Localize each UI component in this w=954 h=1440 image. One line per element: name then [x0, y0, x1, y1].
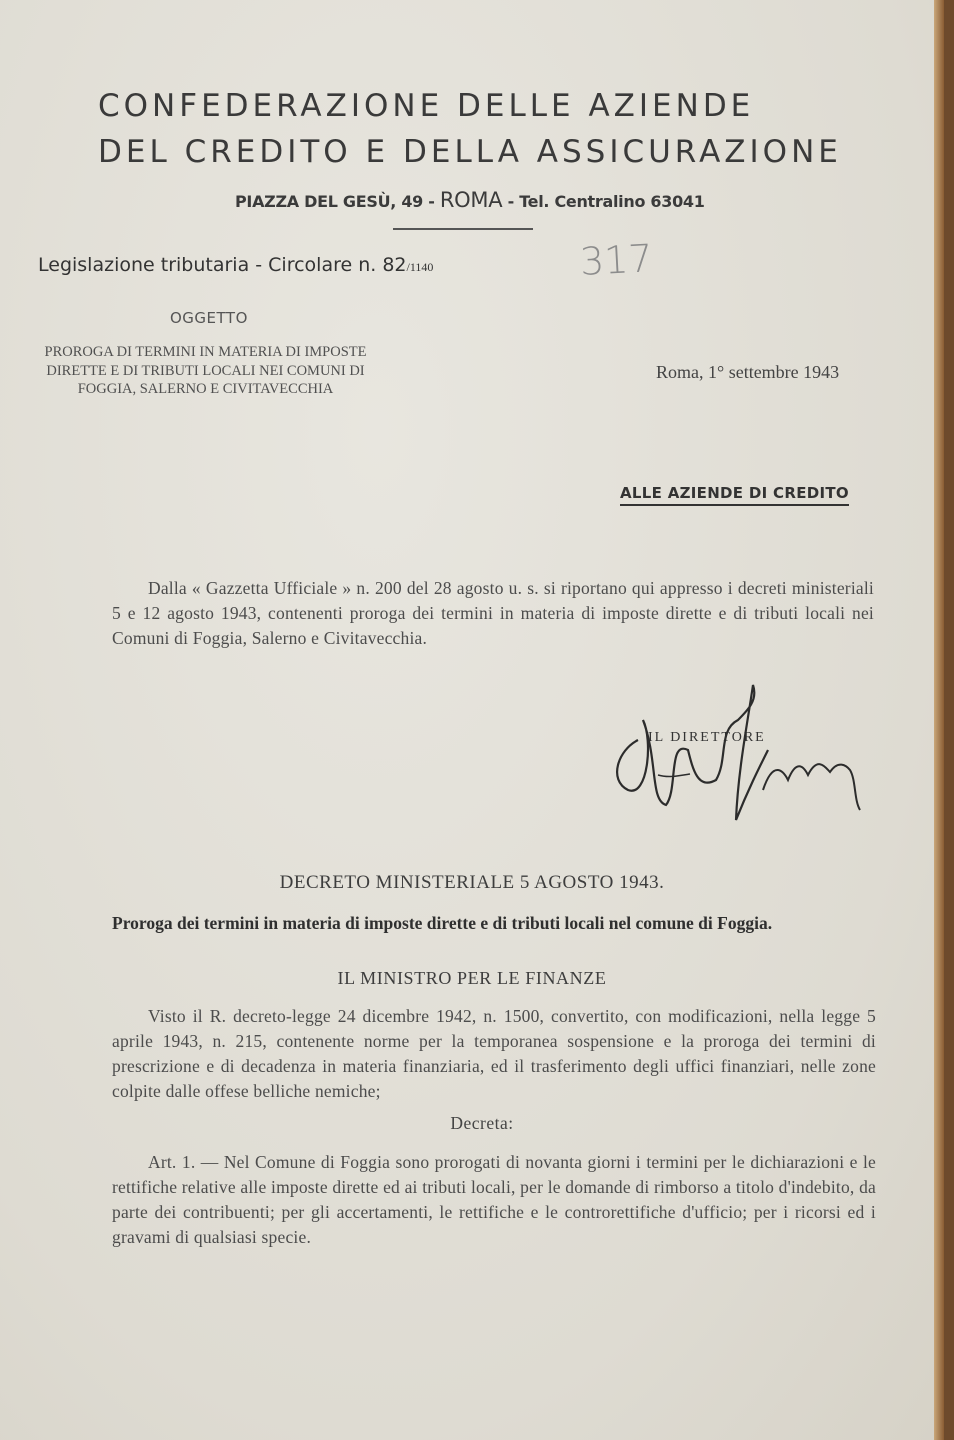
decree-title: DECRETO MINISTERIALE 5 AGOSTO 1943.	[279, 872, 665, 893]
recipient: ALLE AZIENDE DI CREDITO	[620, 484, 849, 506]
intro-paragraph: Dalla « Gazzetta Ufficiale » n. 200 del 28 agosto u. s. si riportano qui appresso i decreti ministeriali 5 e 12 agosto 1943, contenenti proroga dei termini in materia di imposte dirette e di tributi locali nei Comuni di Foggia, Salerno e Civitavecchia.	[112, 578, 874, 648]
date-line: Roma, 1° settembre 1943	[656, 362, 840, 382]
signature-label: IL DIRETTORE	[648, 730, 766, 745]
visto-paragraph: Visto il R. decreto-legge 24 dicembre 1942, n. 1500, convertito, con modificazioni, nella legge 5 aprile 1943, n. 215, contenente norme per la temporanea sospensione e la proroga dei termini di prescrizione e di decadenza in materia finanziaria, ed il trasferimento degli uffici finanziari, nelle zone colpite dalle offese belliche nemiche;	[112, 1006, 876, 1101]
letterhead-divider	[393, 228, 533, 230]
subject-text: PROROGA DI TERMINI IN MATERIA DI IMPOSTE DIRETTE E DI TRIBUTI LOCALI NEI COMUNI DI FOGGIA, SALERNO E CIVITAVECCHIA	[44, 344, 367, 397]
page-edge	[934, 0, 944, 1440]
handwritten-number: 317	[578, 236, 654, 284]
letterhead-line-2: DEL CREDITO E DELLA ASSICURAZIONE	[98, 134, 842, 170]
subject-heading: OGGETTO	[170, 309, 248, 327]
decreta-heading: Decreta:	[450, 1113, 514, 1133]
decree-subtitle: Proroga dei termini in materia di imposte dirette e di tributi locali nel comune di Foggia.	[112, 913, 773, 933]
address-city: ROMA	[439, 188, 503, 212]
article-1-paragraph: Art. 1. — Nel Comune di Foggia sono prorogati di novanta giorni i termini per le dichiarazioni e le rettifiche relative alle imposte dirette ed ai tributi locali, per le domande di rimborso a titolo d'indebito, da parte dei contribuenti; per gli accertamenti, le rettifiche e le controrettifiche d'ufficio; per i ricorsi ed i gravami di qualsiasi specie.	[112, 1152, 876, 1247]
letterhead-line-1: CONFEDERAZIONE DELLE AZIENDE	[98, 88, 755, 124]
letterhead-address	[235, 188, 705, 212]
minister-heading: IL MINISTRO PER LE FINANZE	[337, 968, 607, 988]
circular-reference	[38, 254, 433, 276]
circular-label: Legislazione tributaria - Circolare n. 82	[38, 254, 407, 276]
address-street: PIAZZA DEL GESÙ, 49 -	[235, 192, 435, 211]
circular-number-suffix: /1140	[406, 260, 434, 274]
handwritten-signature	[598, 680, 878, 840]
address-phone: - Tel. Centralino 63041	[507, 192, 705, 211]
